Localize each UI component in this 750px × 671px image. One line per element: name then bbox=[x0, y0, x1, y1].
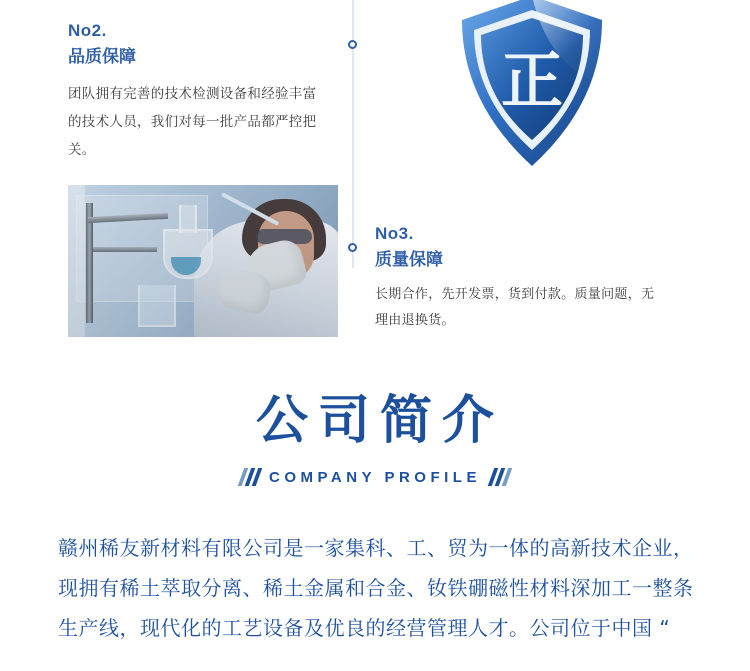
timeline-dot-no2 bbox=[348, 40, 357, 49]
page-subtitle: COMPANY PROFILE bbox=[269, 468, 481, 486]
advantage-body-no3: 长期合作，先开发票，货到付款。质量问题，无理由退换货。 bbox=[375, 286, 655, 327]
timeline-dot-no3 bbox=[348, 243, 357, 252]
company-description: 赣州稀友新材料有限公司是一家集科、工、贸为一体的高新技术企业，现拥有稀土萃取分离、稀土金属和合金、钕铁硼磁性材料深加工一整条生产线，现代化的工艺设备及优良的经营管理人才。公司位于中国 “ bbox=[58, 536, 694, 640]
laboratory-technician-photo bbox=[68, 185, 338, 337]
page-title: 公司简介 bbox=[255, 391, 504, 451]
profile-subtitle-row bbox=[0, 468, 750, 486]
advantage-number-no2: No2. bbox=[68, 21, 107, 40]
photo-color-tint bbox=[68, 185, 338, 337]
advantage-body-no2: 团队拥有完善的技术检测设备和经验丰富的技术人员，我们对每一批产品都严控把关。 bbox=[68, 86, 317, 157]
advantage-number-no3: No3. bbox=[375, 224, 414, 243]
shield-glyph: 正 bbox=[500, 44, 564, 117]
advantage-title-no2: 品质保障 bbox=[68, 47, 136, 66]
quality-shield-badge bbox=[452, 0, 612, 190]
advantage-block-no2 bbox=[68, 20, 318, 164]
shield-icon bbox=[452, 0, 612, 190]
slash-decoration-right bbox=[491, 468, 509, 486]
advantage-title-no3: 质量保障 bbox=[375, 250, 443, 269]
advantage-block-no3 bbox=[375, 223, 665, 333]
slash-decoration-left bbox=[241, 468, 259, 486]
